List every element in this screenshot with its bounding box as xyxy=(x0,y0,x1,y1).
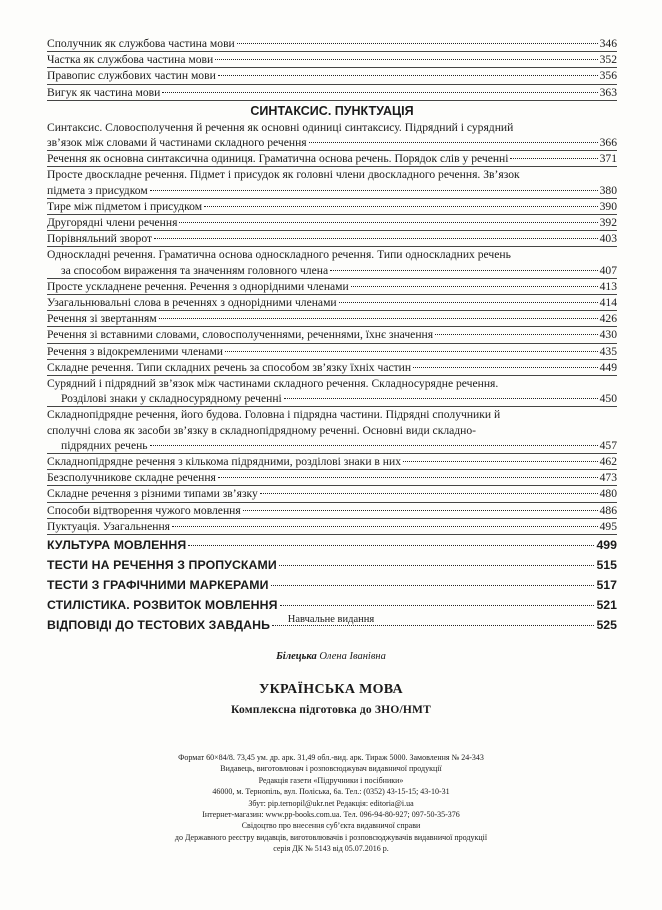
section-heading: СИНТАКСИС. ПУНКТУАЦІЯ xyxy=(250,103,414,118)
toc-entry xyxy=(47,215,617,231)
dot-leader xyxy=(435,334,598,335)
toc-page-number: 371 xyxy=(599,152,617,166)
dot-leader xyxy=(150,190,598,191)
dot-leader xyxy=(510,158,597,159)
colophon xyxy=(0,752,662,855)
colophon-line: Інтернет-магазин: www.pp-books.com.ua. Тел. 096-94-80-927; 097-50-35-376 xyxy=(202,810,460,820)
toc-entry xyxy=(47,247,617,278)
toc-page-number: 366 xyxy=(599,136,617,150)
toc-entry-title: СТИЛІСТИКА. РОЗВИТОК МОВЛЕННЯ xyxy=(47,598,278,613)
toc-entry xyxy=(47,519,617,535)
toc-entry-title: Розділові знаки у складносурядному реченні xyxy=(61,392,282,406)
toc-page-number: 517 xyxy=(596,578,617,593)
toc-entry-last-line xyxy=(47,438,617,453)
toc-entry-title: ВІДПОВІДІ ДО ТЕСТОВИХ ЗАВДАНЬ xyxy=(47,618,271,633)
dot-leader xyxy=(271,585,595,586)
toc-entry-title: Складне речення з різними типами зв’язку xyxy=(47,487,258,501)
colophon-line: Свідоцтво про внесення суб’єкта видавничої справи xyxy=(241,821,421,831)
toc-page-number: 449 xyxy=(599,360,617,374)
dot-leader xyxy=(162,92,597,93)
toc-entry-title: Речення як основна синтаксична одиниця. Граматична основа речень. Порядок слів у реченні xyxy=(47,152,509,166)
table-of-contents xyxy=(47,36,617,635)
toc-page-number: 392 xyxy=(599,216,617,230)
toc-entry xyxy=(47,68,617,84)
toc-page-number: 363 xyxy=(599,85,617,99)
toc-entry-title: КУЛЬТУРА МОВЛЕННЯ xyxy=(47,538,187,553)
toc-entry-title: підрядних речень xyxy=(61,438,148,452)
dot-leader xyxy=(188,545,594,546)
toc-page-number: 380 xyxy=(599,183,617,197)
toc-entry-last-line xyxy=(47,183,617,198)
colophon-line: Збут: pip.ternopil@ukr.net Редакція: editoria@i.ua xyxy=(248,798,414,808)
toc-page-number: 430 xyxy=(599,328,617,342)
colophon-line: Редакція газети «Підручники і посібники» xyxy=(258,775,404,785)
dot-leader xyxy=(280,605,595,606)
toc-entry xyxy=(47,575,617,595)
dot-leader xyxy=(330,270,598,271)
toc-entry-title: Частка як службова частина мови xyxy=(47,53,214,67)
toc-entry xyxy=(47,327,617,343)
toc-entry xyxy=(47,535,617,555)
toc-entry xyxy=(47,167,617,198)
toc-page-number: 352 xyxy=(599,53,617,67)
dot-leader xyxy=(279,565,595,566)
toc-entry xyxy=(47,120,617,151)
toc-page-number: 457 xyxy=(599,438,617,452)
toc-entry-title: Просте ускладнене речення. Речення з однорідними членами xyxy=(47,279,349,293)
toc-page-number: 390 xyxy=(599,199,617,213)
toc-page-number: 521 xyxy=(596,598,617,613)
toc-entry xyxy=(47,199,617,215)
colophon-line: Видавець, виготовлювач і розповсюджувач видавничої продукції xyxy=(220,764,442,774)
dot-leader xyxy=(204,206,598,207)
toc-entry-title: ТЕСТИ З ГРАФІЧНИМИ МАРКЕРАМИ xyxy=(47,578,269,593)
toc-entry-title: зв’язок між словами й частинами складного речення xyxy=(47,136,307,150)
toc-entry-title: Складнопідрядне речення з кількома підрядними, розділові знаки в них xyxy=(47,455,401,469)
toc-entry xyxy=(47,52,617,68)
toc-page-number: 346 xyxy=(599,37,617,50)
toc-entry xyxy=(47,295,617,311)
toc-entry xyxy=(47,151,617,167)
dot-leader xyxy=(403,461,598,462)
toc-page-number: 413 xyxy=(599,279,617,293)
toc-entry xyxy=(47,311,617,327)
toc-entry xyxy=(47,454,617,470)
toc-entry-line: Складнопідрядне речення, його будова. Головна і підрядна частини. Підрядні сполучники й xyxy=(47,408,501,422)
author-line xyxy=(0,651,662,662)
toc-page-number: 480 xyxy=(599,487,617,501)
dot-leader xyxy=(159,318,598,319)
toc-entry xyxy=(47,360,617,376)
series-label: Навчальне видання xyxy=(287,614,375,625)
toc-entry-title: Безсполучникове складне речення xyxy=(47,471,216,485)
toc-entry xyxy=(47,503,617,519)
book-title: УКРАЇНСЬКА МОВА xyxy=(259,682,403,697)
toc-entry-last-line xyxy=(47,135,617,150)
toc-entry-title: Пуктуація. Узагальнення xyxy=(47,519,170,533)
dot-leader xyxy=(150,445,598,446)
toc-page-number: 495 xyxy=(599,519,617,533)
toc-entry-title: Речення з відокремленими членами xyxy=(47,344,223,358)
toc-entry-title: Правопис службових частин мови xyxy=(47,69,216,83)
toc-entry xyxy=(47,344,617,360)
toc-page-number: 525 xyxy=(596,618,617,633)
colophon-line: 46000, м. Тернопіль, вул. Поліська, 6а. Тел.: (0352) 43-15-15; 43-10-31 xyxy=(212,787,450,797)
dot-leader xyxy=(260,493,598,494)
toc-entry-title: за способом вираження та значенням головного члена xyxy=(61,263,329,277)
toc-entry-title: Вигук як частина мови xyxy=(47,85,161,99)
toc-entry xyxy=(47,85,617,101)
dot-leader xyxy=(172,526,598,527)
toc-group-syntax xyxy=(47,120,617,535)
toc-entry-title: Тире між підметом і присудком xyxy=(47,199,203,213)
toc-entry-title: Способи відтворення чужого мовлення xyxy=(47,503,241,517)
toc-entry xyxy=(47,376,617,407)
toc-page-number: 462 xyxy=(599,455,617,469)
toc-page-number: 426 xyxy=(599,312,617,326)
toc-page-number: 435 xyxy=(599,344,617,358)
author-surname: Білецька xyxy=(276,651,317,662)
book-subtitle: Комплексна підготовка до ЗНО/НМТ xyxy=(231,704,431,716)
toc-entry-last-line xyxy=(47,263,617,278)
toc-entry-last-line xyxy=(47,391,617,406)
toc-entry xyxy=(47,486,617,502)
dot-leader xyxy=(284,398,598,399)
toc-page-number: 450 xyxy=(599,392,617,406)
dot-leader xyxy=(179,222,597,223)
toc-page-number: 414 xyxy=(599,296,617,310)
toc-entry-line: Односкладні речення. Граматична основа односкладного речення. Типи односкладних речень xyxy=(47,248,511,262)
toc-page-number: 515 xyxy=(596,558,617,573)
colophon-line: до Державного реєстру видавців, виготовлювачів і розповсюджувачів видавничої продукції xyxy=(174,832,488,842)
dot-leader xyxy=(225,351,598,352)
dot-leader xyxy=(215,59,597,60)
colophon-line: серія ДК № 5143 від 05.07.2016 р. xyxy=(273,844,389,854)
toc-group-morphology xyxy=(47,36,617,101)
dot-leader xyxy=(339,302,598,303)
toc-page-number: 356 xyxy=(599,69,617,83)
toc-page-number: 499 xyxy=(596,538,617,553)
toc-entry-title: Сполучник як службова частина мови xyxy=(47,37,235,50)
dot-leader xyxy=(351,286,598,287)
toc-entry-title: Речення зі звертанням xyxy=(47,312,157,326)
toc-page-number: 407 xyxy=(599,263,617,277)
dot-leader xyxy=(243,510,598,511)
dot-leader xyxy=(413,367,598,368)
toc-entry-line: сполучні слова як засоби зв’язку в складнопідрядному реченні. Основні види складно- xyxy=(47,423,477,437)
dot-leader xyxy=(309,142,598,143)
toc-page-number: 473 xyxy=(599,471,617,485)
toc-entry-title: Другорядні члени речення xyxy=(47,216,178,230)
toc-entry-title: Узагальнювальні слова в реченнях з однорідними членами xyxy=(47,296,337,310)
toc-entry-line: Синтаксис. Словосполучення й речення як основні одиниці синтаксису. Підрядний і сурядний xyxy=(47,120,514,134)
author-given-name: Олена Іванівна xyxy=(319,651,386,662)
toc-page-number: 403 xyxy=(599,232,617,246)
dot-leader xyxy=(154,238,598,239)
dot-leader xyxy=(237,43,598,44)
dot-leader xyxy=(218,477,598,478)
toc-entry-title: Складне речення. Типи складних речень за способом зв’язку їхніх частин xyxy=(47,360,412,374)
colophon-line: Формат 60×84/8. 73,45 ум. др. арк. 31,49 обл.-вид. арк. Тираж 5000. Замовлення № 24-343 xyxy=(178,753,484,762)
toc-entry xyxy=(47,407,617,454)
toc-entry-title: Речення зі вставними словами, словосполученнями, реченнями, їхнє значення xyxy=(47,328,434,342)
toc-entry-line: Сурядний і підрядний зв’язок між частинами складного речення. Складносурядне речення. xyxy=(47,377,499,391)
toc-entry xyxy=(47,470,617,486)
toc-page-number: 486 xyxy=(599,503,617,517)
toc-entry-title: Порівняльний зворот xyxy=(47,232,153,246)
toc-entry xyxy=(47,595,617,615)
toc-entry xyxy=(47,36,617,52)
dot-leader xyxy=(218,75,598,76)
dot-leader xyxy=(272,625,594,626)
toc-entry-line: Просте двоскладне речення. Підмет і присудок як головні члени двоскладного речення. Зв’язок xyxy=(47,168,520,182)
toc-entry-title: ТЕСТИ НА РЕЧЕННЯ З ПРОПУСКАМИ xyxy=(47,558,277,573)
toc-entry xyxy=(47,279,617,295)
toc-entry-title: підмета з присудком xyxy=(47,183,148,197)
toc-entry xyxy=(47,231,617,247)
toc-entry xyxy=(47,555,617,575)
